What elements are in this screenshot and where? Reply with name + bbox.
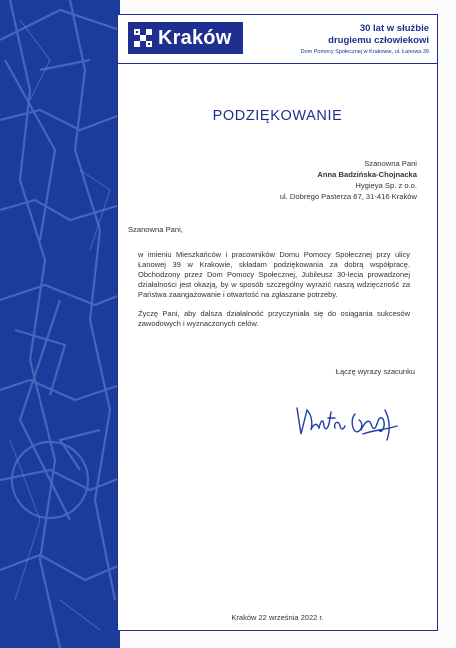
body-paragraph-1: w imieniu Mieszkańców i pracowników Domu Pomocy Społecznej przy ulicy Łanowej 39 w Krakowie, składam podziękowania za dobrą współpracę. Obchodzony przez Dom Pomocy Społecznej, Jubileusz 30-lecia prowadzonej działalności jest okazją, by w sposób szczególny wyrazić naszą wdzięczność za Państwa zaangażowanie i otwartość na zgłaszane potrzeby. — [138, 250, 410, 299]
body-paragraph-2: Życzę Pani, aby dalsza działalność przyczyniała się do osiągania sukcesów zawodowych i wyznaczonych celów. — [138, 309, 410, 328]
addressee-block — [280, 158, 417, 202]
addressee-address: ul. Dobrego Pasterza 67, 31-416 Kraków — [279, 192, 417, 201]
jubilee-tagline — [301, 23, 429, 57]
addressee-name: Anna Badzińska-Chojnacka — [317, 170, 417, 179]
letter-body — [138, 250, 410, 338]
krakow-crest-icon — [134, 29, 152, 47]
tagline-line-1: 30 lat w służbie — [359, 23, 429, 34]
handwritten-signature — [293, 400, 403, 450]
letterhead — [118, 15, 437, 64]
krakow-logo — [128, 22, 243, 54]
addressee-company: Hygieya Sp. z o.o. — [355, 181, 417, 190]
decorative-map-band — [0, 0, 120, 648]
addressee-greeting: Szanowna Pani — [364, 159, 417, 168]
letter-date: Kraków 22 września 2022 r. — [231, 613, 324, 622]
letter-frame — [117, 14, 438, 631]
tagline-line-2: drugiemu człowiekowi — [328, 35, 429, 46]
letter-title: PODZIĘKOWANIE — [212, 108, 343, 124]
salutation: Szanowna Pani, — [128, 225, 183, 234]
logo-text: Kraków — [158, 26, 232, 49]
tagline-subtitle: Dom Pomocy Społecznej w Krakowie, ul. Łanowa 39 — [300, 49, 429, 55]
closing-phrase: Łączę wyrazy szacunku — [335, 367, 415, 376]
